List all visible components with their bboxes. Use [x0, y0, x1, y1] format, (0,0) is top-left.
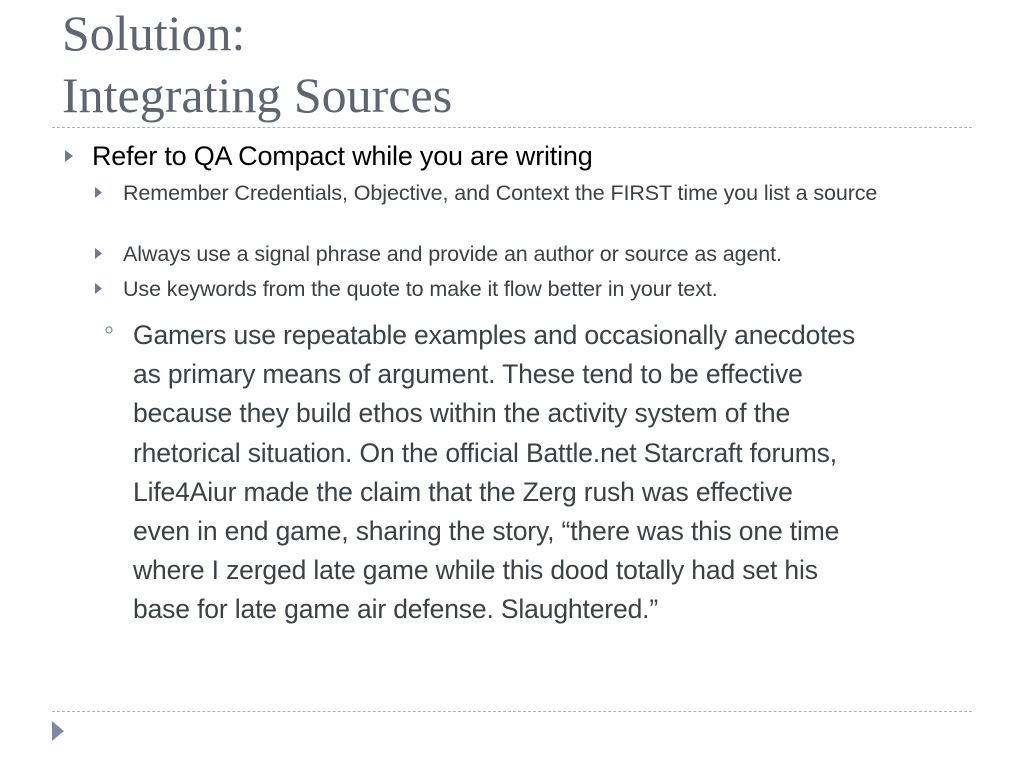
triangle-right-icon	[94, 276, 123, 300]
example-line: even in end game, sharing the story, “there was this one time	[133, 516, 840, 547]
triangle-right-icon	[94, 241, 123, 265]
sub-bullet-text: Remember Credentials, Objective, and Context the FIRST time you list a source	[123, 181, 878, 205]
bottom-divider	[52, 711, 972, 712]
slide-title	[62, 2, 962, 126]
sub-bullet	[94, 241, 974, 267]
triangle-right-icon	[64, 141, 92, 168]
example-line: rhetorical situation. On the official Battle.net Starcraft forums,	[133, 437, 837, 468]
example-line: because they build ethos within the activity system of the	[133, 398, 791, 429]
example-line: Gamers use repeatable examples and occasionally anecdotes	[133, 320, 856, 350]
slide-title-line-1: Solution:	[62, 5, 246, 61]
sub-bullet-text: Always use a signal phrase and provide an author or source as agent.	[123, 242, 782, 266]
example-bullet	[104, 316, 984, 630]
top-divider	[52, 127, 972, 128]
sub-bullet-text: Use keywords from the quote to make it flow better in your text.	[123, 277, 718, 301]
example-line: as primary means of argument. These tend to be effective	[133, 359, 803, 390]
nav-next-icon[interactable]	[50, 719, 66, 748]
circle-bullet-icon	[104, 316, 133, 338]
example-line: base for late game air defense. Slaughtered.”	[133, 594, 659, 625]
sub-bullet	[94, 180, 974, 206]
example-line: Life4Aiur made the claim that the Zerg rush was effective	[133, 476, 793, 507]
triangle-right-icon	[94, 180, 123, 204]
main-bullet-text: Refer to QA Compact while you are writing	[92, 141, 593, 171]
main-bullet	[64, 141, 593, 171]
example-paragraph	[133, 316, 973, 630]
sub-bullet	[94, 276, 974, 302]
slide-title-line-2: Integrating Sources	[62, 67, 453, 123]
example-line: where I zerged late game while this dood totally had set his	[133, 555, 818, 586]
